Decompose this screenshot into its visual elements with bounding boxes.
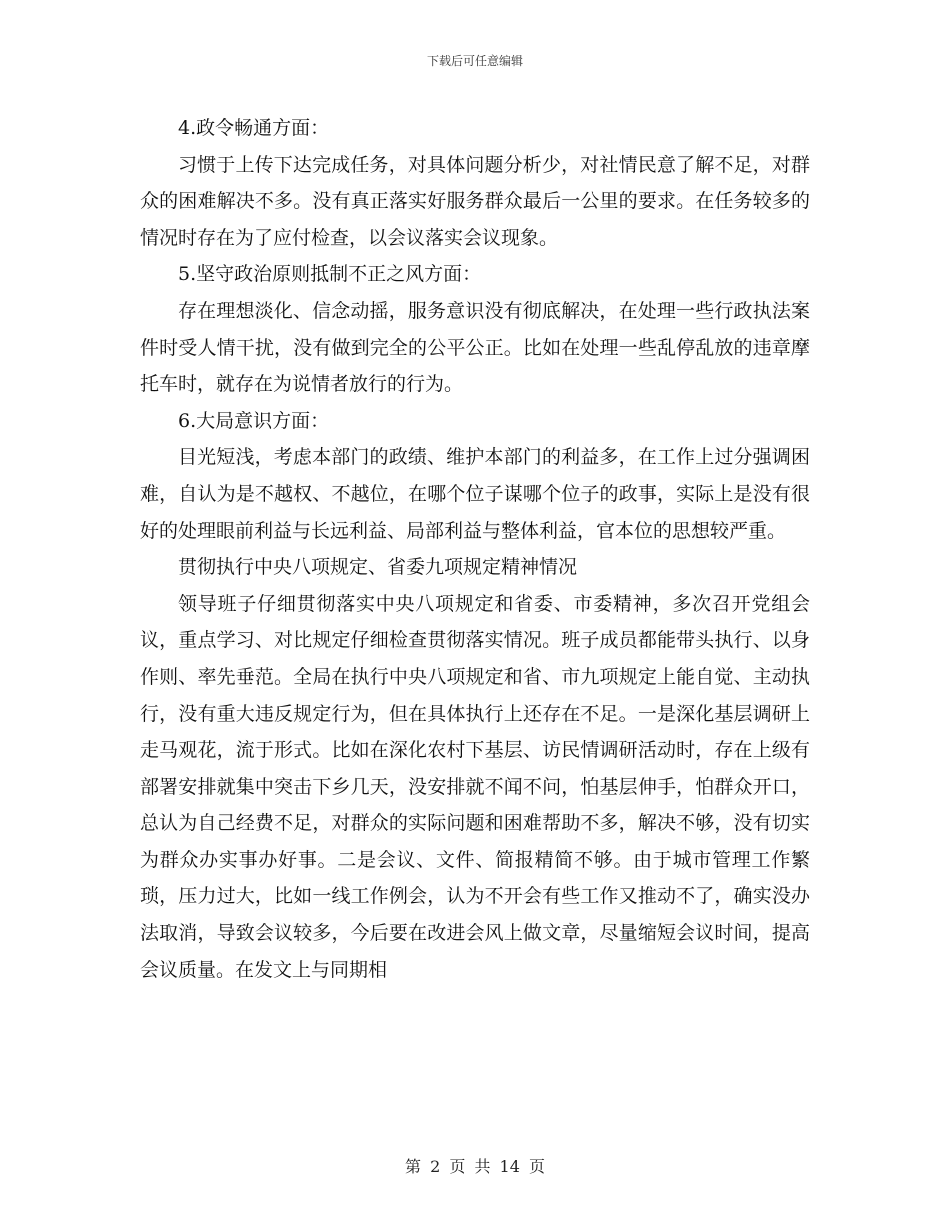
section-heading-5: 5.坚守政治原则抵制不正之风方面： xyxy=(178,263,482,286)
paragraph: 目光短浅，考虑本部门的政绩、维护本部门的利益多，在工作上过分强调困难，自认为是不越权、不越位，在哪个位子谋哪个位子的政事，实际上是没有很好的处理眼前利益与长远利益、局部利益与整体利益，官本位的思想较严重。 xyxy=(140,446,810,542)
section-heading-4: 4.政令畅通方面： xyxy=(178,117,330,139)
page-number: 第 2 页 共 14 页 xyxy=(405,1157,545,1176)
page-header: 下载后可任意编辑 xyxy=(426,54,523,68)
document-body xyxy=(140,110,810,988)
section-heading-regulations: 贯彻执行中央八项规定、省委九项规定精神情况 xyxy=(178,556,578,579)
paragraph: 存在理想淡化、信念动摇，服务意识没有彻底解决，在处理一些行政执法案件时受人情干扰，没有做到完全的公平公正。比如在处理一些乱停乱放的违章摩托车时，就存在为说情者放行的行为。 xyxy=(140,299,810,396)
section-heading-6: 6.大局意识方面： xyxy=(178,409,330,432)
paragraph: 领导班子仔细贯彻落实中央八项规定和省委、市委精神，多次召开党组会议，重点学习、对比规定仔细检查贯彻落实情况。班子成员都能带头执行、以身作则、率先垂范。全局在执行中央八项规定和省、市九项规定上能自觉、主动执行，没有重大违反规定行为，但在具体执行上还存在不足。一是深化基层调研上走马观花，流于形式。比如在深化农村下基层、访民情调研活动时，存在上级有部署安排就集中突击下乡几天，没安排就不闻不问，怕基层伸手，怕群众开口，总认为自己经费不足，对群众的实际问题和困难帮助不多，解决不够，没有切实为群众办实事办好事。二是会议、文件、简报精简不够。由于城市管理工作繁琐，压力过大，比如一线工作例会，认为不开会有些工作又推动不了，确实没办法取消，导致会议较多，今后要在改进会风上做文章，尽量缩短会议时间，提高会议质量。在发文上与同期相 xyxy=(140,592,810,981)
paragraph: 习惯于上传下达完成任务，对具体问题分析少，对社情民意了解不足，对群众的困难解决不多。没有真正落实好服务群众最后一公里的要求。在任务较多的情况时存在为了应付检查，以会议落实会议现象。 xyxy=(140,153,810,249)
